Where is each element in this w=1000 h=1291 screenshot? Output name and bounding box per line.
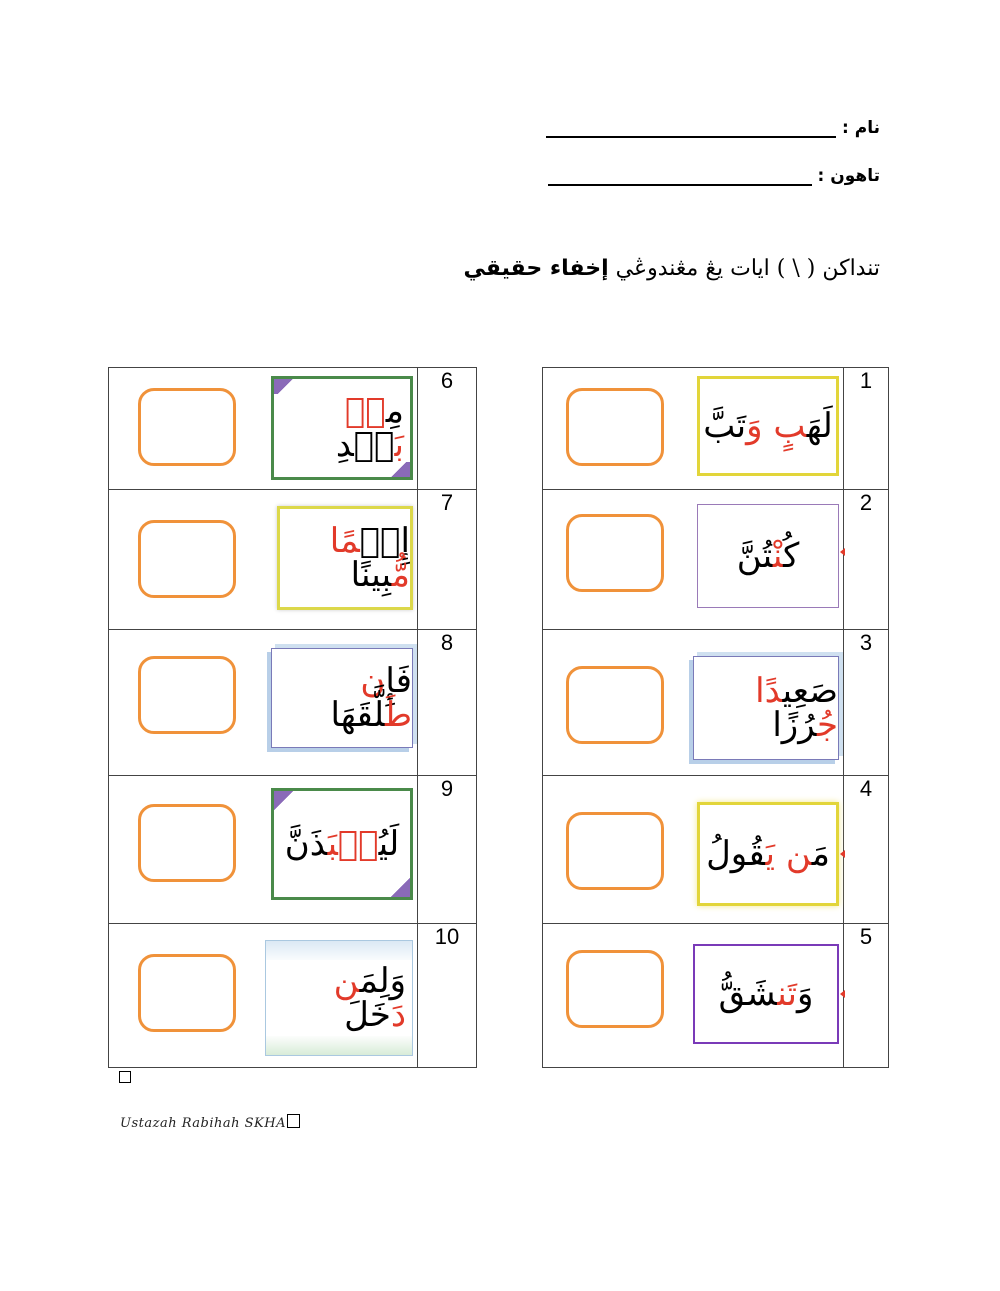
question-cell-7 — [109, 490, 418, 630]
question-number-5: 5 — [844, 924, 889, 1068]
question-row-6 — [109, 368, 477, 490]
answer-box-5[interactable] — [566, 950, 664, 1028]
word-card-1 — [697, 376, 839, 476]
question-number-1: 1 — [844, 368, 889, 490]
question-number-10: 10 — [418, 924, 477, 1068]
word-card-9 — [271, 788, 413, 900]
question-cell-10 — [109, 924, 418, 1068]
question-number-6: 6 — [418, 368, 477, 490]
word-1: لَهَبٍ وَتَبَّ — [703, 406, 833, 446]
word-7: إِثۡمًا مُّبِينًا — [329, 521, 410, 595]
question-cell-3 — [543, 630, 844, 776]
question-row-5 — [543, 924, 889, 1068]
author-signature: Ustazah Rabihah SKHA — [120, 1114, 300, 1131]
question-number-4: 4 — [844, 776, 889, 924]
question-row-8 — [109, 630, 477, 776]
word-8: فَإِن طَلَّقَهَا — [330, 661, 412, 735]
question-table-left — [108, 367, 477, 1068]
question-number-3: 3 — [844, 630, 889, 776]
question-cell-6 — [109, 368, 418, 490]
word-card-6 — [271, 376, 413, 480]
answer-box-4[interactable] — [566, 812, 664, 890]
question-number-8: 8 — [418, 630, 477, 776]
question-row-1 — [543, 368, 889, 490]
question-cell-8 — [109, 630, 418, 776]
word-card-3 — [693, 656, 839, 760]
word-card-2 — [697, 504, 839, 608]
name-blank-line[interactable] — [546, 120, 836, 138]
class-blank-line[interactable] — [548, 168, 812, 186]
arrow-marker-icon — [840, 548, 845, 556]
checkbox-square-icon — [119, 1071, 131, 1083]
question-row-9 — [109, 776, 477, 924]
answer-box-7[interactable] — [138, 520, 236, 598]
name-label: نام : — [842, 118, 880, 138]
question-table-right — [542, 367, 889, 1068]
question-row-7 — [109, 490, 477, 630]
word-9: لَيُنۢبَذَنَّ — [279, 827, 406, 861]
word-card-10 — [265, 940, 413, 1056]
instruction — [463, 256, 880, 281]
arrow-marker-icon — [840, 990, 845, 998]
question-cell-2 — [543, 490, 844, 630]
question-cell-9 — [109, 776, 418, 924]
question-row-2 — [543, 490, 889, 630]
class-field-row — [548, 166, 880, 186]
square-glyph-icon — [287, 1114, 300, 1128]
answer-box-3[interactable] — [566, 666, 664, 744]
instruction-bold-text: إخفاء حقيقي — [463, 256, 609, 281]
word-6: مِنۢ بَعۡدِ — [274, 394, 410, 462]
name-field-row — [546, 118, 880, 138]
question-number-2: 2 — [844, 490, 889, 630]
answer-box-9[interactable] — [138, 804, 236, 882]
question-number-7: 7 — [418, 490, 477, 630]
word-card-5 — [693, 944, 839, 1044]
instruction-text: تنداكن ( \ ) ايات يڠ مڠندوڠي — [615, 256, 880, 281]
answer-box-2[interactable] — [566, 514, 664, 592]
question-row-3 — [543, 630, 889, 776]
word-card-4 — [697, 802, 839, 906]
question-cell-4 — [543, 776, 844, 924]
answer-box-6[interactable] — [138, 388, 236, 466]
answer-box-10[interactable] — [138, 954, 236, 1032]
word-4: مَن يَقُولُ — [706, 834, 830, 874]
answer-box-1[interactable] — [566, 388, 664, 466]
class-label: تاهون : — [817, 166, 880, 186]
question-cell-1 — [543, 368, 844, 490]
question-row-4 — [543, 776, 889, 924]
answer-box-8[interactable] — [138, 656, 236, 734]
question-row-10 — [109, 924, 477, 1068]
word-2: كُنْتُنَّ — [736, 536, 800, 576]
word-card-8 — [271, 648, 413, 748]
question-number-9: 9 — [418, 776, 477, 924]
word-5: وَتَنشَقُّ — [718, 974, 814, 1014]
arrow-marker-icon — [840, 850, 845, 858]
word-3: صَعِيدًا جُرُزًا — [755, 671, 838, 745]
word-10: وَلِمَن دَخَلَ — [266, 960, 412, 1036]
word-card-7 — [277, 506, 413, 610]
question-cell-5 — [543, 924, 844, 1068]
